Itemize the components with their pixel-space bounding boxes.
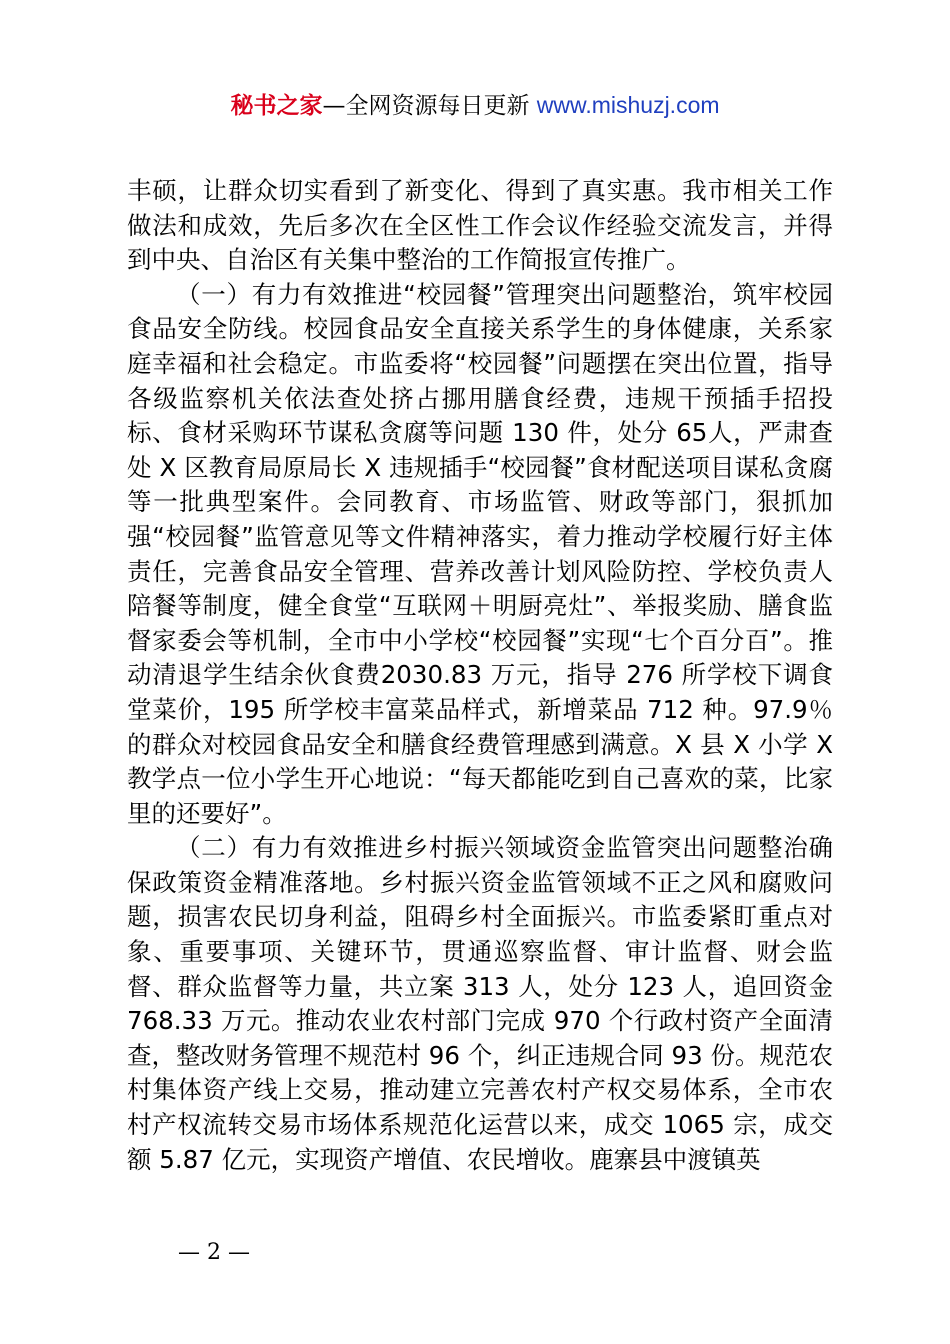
site-brand: 秘书之家 (230, 93, 323, 119)
paragraph-rural-revitalization: （二）有力有效推进乡村振兴领域资金监管突出问题整治确保政策资金精准落地。乡村振兴资金监管领域不正之风和腐败问题，损害农民切身利益，阻碍乡村全面振兴。市监委紧盯重点对象、重要事项、关键环节，贯通巡察监督、审计监督、财会监督、群众监督等力量，共立案 313 人，处分 123 人，追回资金 768.33 万元。推动农业农村部门完成 970 个行政村资产全面清查，整改财务管理不规范村 96 个，纠正违规合同 93 份。规范农村集体资产线上交易，推动建立完善农村产权交易体系，全市农村产权流转交易市场体系规范化运营以来，成交 1065 宗，成交额 5.87 亿元，实现资产增值、农民增收。鹿寨县中渡镇英 (127, 833, 833, 1174)
document-body (127, 174, 833, 1177)
site-header (0, 88, 950, 123)
paragraph-school-meals: （一）有力有效推进“校园餐”管理突出问题整治，筑牢校园食品安全防线。校园食品安全直接关系学生的身体健康，关系家庭幸福和社会稳定。市监委将“校园餐”问题摆在突出位置，指导各级监察机关依法查处挤占挪用膳食经费，违规干预插手招投标、食材采购环节谋私贪腐等问题 130 件，处分 65人，严肃查处 X 区教育局原局长 X 违规插手“校园餐”食材配送项目谋私贪腐等一批典型案件。会同教育、市场监管、财政等部门，狠抓加强“校园餐”监管意见等文件精神落实，着力推动学校履行好主体责任，完善食品安全管理、营养改善计划风险防控、学校负责人陪餐等制度，健全食堂“互联网＋明厨亮灶”、举报奖励、膳食监督家委会等机制，全市中小学校“校园餐”实现“七个百分百”。推动清退学生结余伙食费2030.83 万元，指导 276 所学校下调食堂菜价，195 所学校丰富菜品样式，新增菜品 712 种。97.9％的群众对校园食品安全和膳食经费管理感到满意。X 县 X 小学 X 教学点一位小学生开心地说：“每天都能吃到自己喜欢的菜，比家里的还要好”。 (127, 279, 833, 828)
paragraph-continuation: 丰硕，让群众切实看到了新变化、得到了真实惠。我市相关工作做法和成效，先后多次在全区性工作会议作经验交流发言，并得到中央、自治区有关集中整治的工作简报宣传推广。 (127, 176, 833, 275)
site-url-link[interactable]: www.mishuzj.com (536, 92, 720, 118)
site-tagline: —全网资源每日更新 (322, 93, 537, 119)
page-number: — 2 — (178, 1240, 250, 1265)
